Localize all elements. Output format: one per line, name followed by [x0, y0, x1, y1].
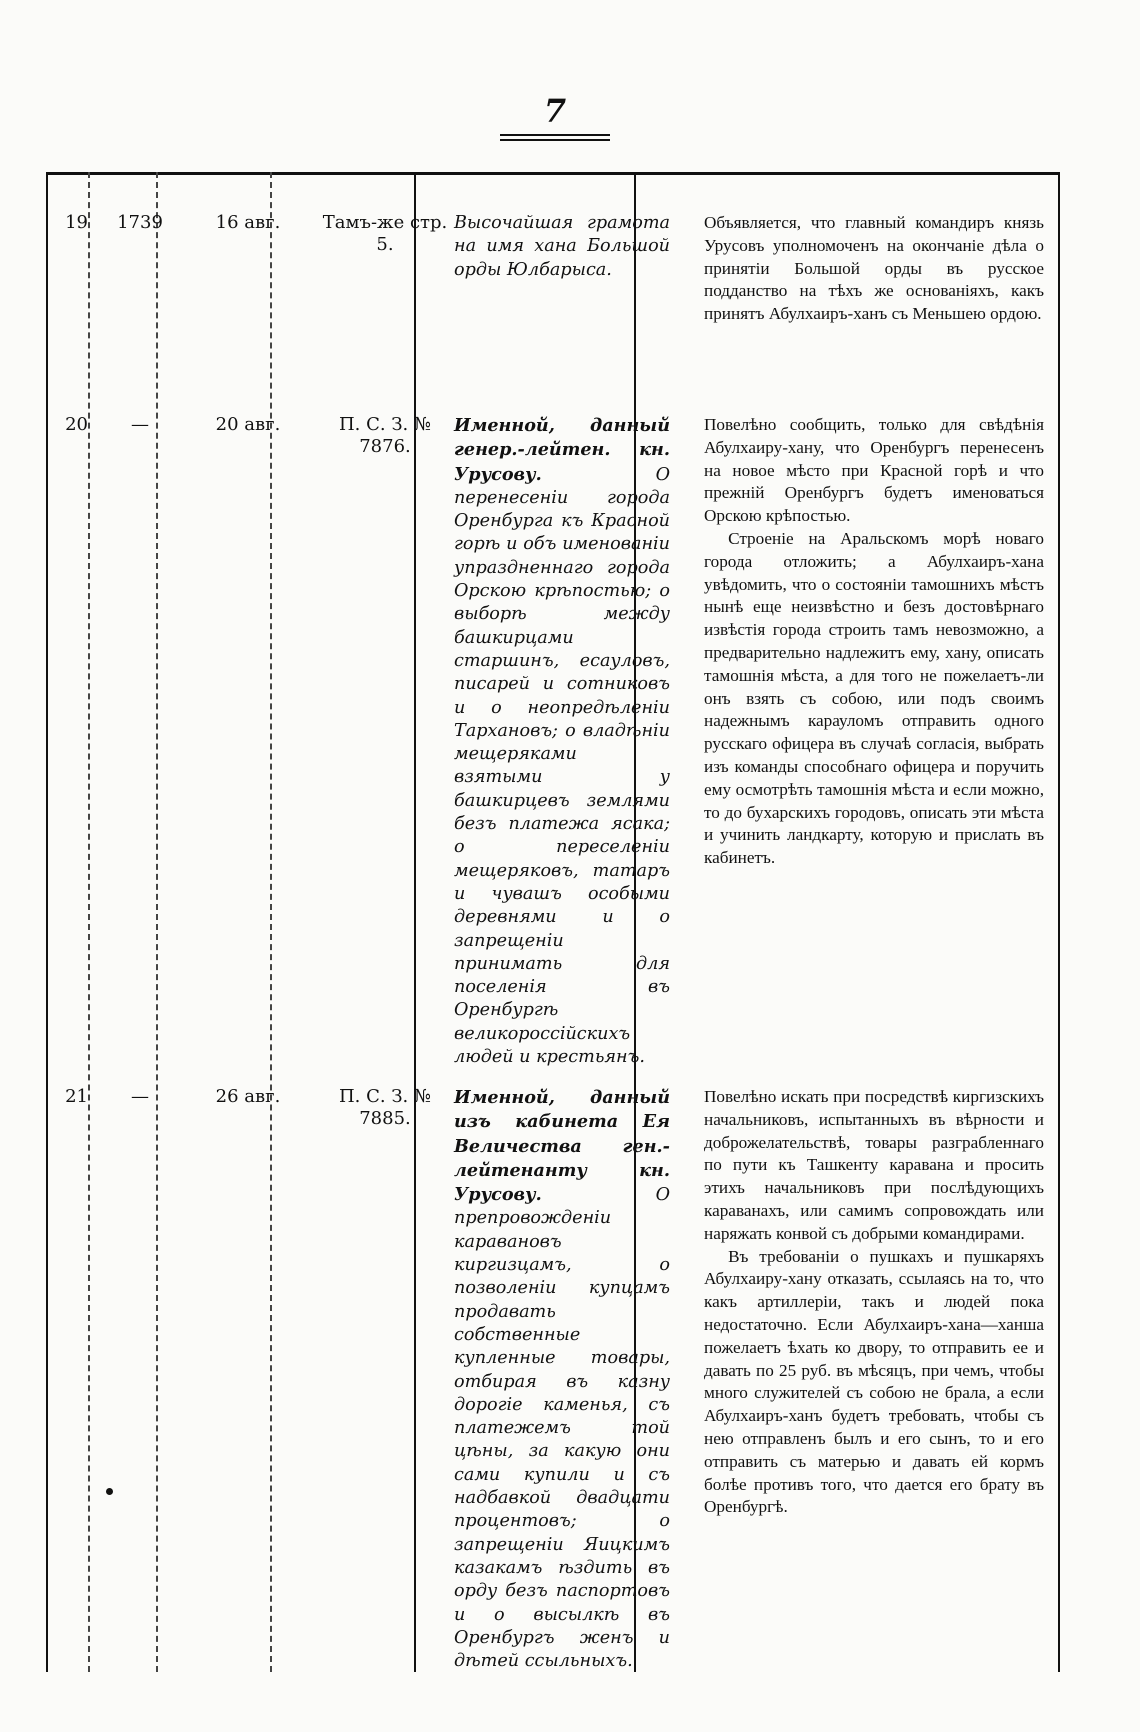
summary-paragraph: Объявляется, что главный командиръ князь Урусовъ уполномоченъ на окончаніе дѣла о принятіи Большой орды въ русское подданство на тѣхъ же основаніяхъ, какъ принятъ Абулхаиръ-ханъ съ Меньшею ордою. — [704, 213, 1044, 324]
entry-title-text: О перенесеніи города Оренбурга къ Красной горѣ и объ именованіи упраздненнаго города Орскою крѣпостью; о выборѣ между башкирцами старшинъ, есауловъ, писарей и сотниковъ и о неопредѣленіи Тархановъ; о владѣніи мещеряками взятыми у башкирцевъ землями безъ платежа ясака; о переселеніи мещеряковъ, татаръ и чувашъ особыми деревнями и о запрещеніи принимать для поселенія въ Оренбургѣ великороссійскихъ людей и крестьянъ. — [454, 464, 670, 1068]
page-number-rule — [500, 139, 610, 141]
ink-dot — [106, 1488, 113, 1495]
column-divider-year — [156, 172, 158, 1672]
summary-paragraph: Строеніе на Аральскомъ морѣ новаго города отложить; а Абулхаиръ-хана увѣдомить, что о состояніи тамошнихъ мѣстъ нынѣ еще неизвѣстно и безъ достовѣрнаго извѣстія города строить тамъ невозможно, а предварительно надлежитъ ему, хану, описать тамошнія мѣста, а для того не пожелаетъ-ли онъ взять съ собою, или подъ своимъ надежнымъ карауломъ отправить одного русскаго офицера въ случаѣ согласія, выбрать изъ команды способнаго офицера и поручить ему осмотрѣть тамошнія мѣста и если можно, то до бухарскихъ городовъ, описать эти мѣста и учинить ландкарту, которую и прислать въ кабинетъ. — [704, 528, 1044, 868]
entry-title-heading: Именной, данный генер.-лейтен. кн. Урусову. — [454, 415, 670, 485]
entry-number: 20 — [65, 414, 88, 435]
column-divider-source — [414, 172, 416, 1672]
entry-year: — — [131, 414, 149, 435]
entry-title — [418, 414, 676, 1069]
entry-title-heading: Именной, данный изъ кабинета Ея Величества ген.-лейтенанту кн. Урусову. — [454, 1087, 670, 1206]
entry-date: 16 авг. — [215, 212, 281, 233]
page-number: 7 — [543, 92, 567, 130]
summary-paragraph: Повелѣно искать при посредствѣ киргизскихъ начальниковъ, испытанныхъ въ вѣрности и доброжелательствѣ, товары разграбленнаго по пути къ Ташкенту каравана и просить этихъ начальниковъ при послѣдующихъ караванахъ, или самимъ сопровождать или наряжать конвой съ добрыми командирами. — [704, 1087, 1044, 1243]
summary-paragraph: Повелѣно сообщить, только для свѣдѣнія Абулхаиру-хану, что Оренбургъ перенесенъ на новое мѣсто при Красной горѣ и что прежній Оренбургъ будетъ именоваться Орскою крѣпостью. — [704, 415, 1044, 526]
entry-year: — — [131, 1086, 149, 1107]
entry-title-text: Высочайшая грамота на имя хана Большой орды Юлбарыса. — [454, 213, 670, 280]
table-border-left — [46, 172, 48, 1672]
entry-number: 21 — [65, 1086, 88, 1107]
table-border-right — [1058, 172, 1060, 1672]
entry-summary — [680, 1086, 1058, 1519]
entry-title — [418, 212, 676, 282]
entry-title-text: О препровожденіи каравановъ киргизцамъ, о позволеніи купцамъ продавать собственные купленные товары, отбирая въ казну дорогіе каменья, съ платежемъ той цѣны, за какую они сами купили и съ надбавкой двадцати процентовъ; о запрещеніи Яицкимъ казакамъ ѣздить въ орду безъ паспортовъ и о высылкѣ въ Оренбургъ женъ и дѣтей ссыльныхъ. — [454, 1185, 670, 1672]
entry-source: П. С. З. № 7876. — [338, 414, 432, 457]
entry-title — [418, 1086, 676, 1673]
entry-number: 19 — [65, 212, 88, 233]
entry-summary — [680, 212, 1058, 326]
entry-year: 1739 — [117, 212, 163, 233]
entry-source: П. С. З. № 7885. — [338, 1086, 432, 1129]
entry-source: Тамъ-же стр. 5. — [322, 212, 448, 255]
column-divider-date — [270, 172, 272, 1672]
entry-date: 20 авг. — [215, 414, 281, 435]
entry-date: 26 авг. — [215, 1086, 281, 1107]
summary-paragraph: Въ требованіи о пушкахъ и пушкаряхъ Абулхаиру-хану отказать, ссылаясь на то, что какъ артиллеріи, такъ и людей пока недостаточно. Если Абулхаиръ-хана—ханша пожелаетъ ѣхать ко двору, то отправить ее и давать по 25 руб. въ мѣсяцъ, при чемъ, чтобы много служителей съ собою не брала, а если Абулхаиръ-ханъ будетъ требовать, чтобы съ нею отправленъ былъ и его сынъ, то и его отправить съ матерью и давать ей кормъ болѣе противъ того, что дается его брату въ Оренбургѣ. — [704, 1246, 1044, 1517]
column-divider-number — [88, 172, 90, 1672]
entry-summary — [680, 414, 1058, 870]
page-number-rule — [500, 134, 610, 136]
